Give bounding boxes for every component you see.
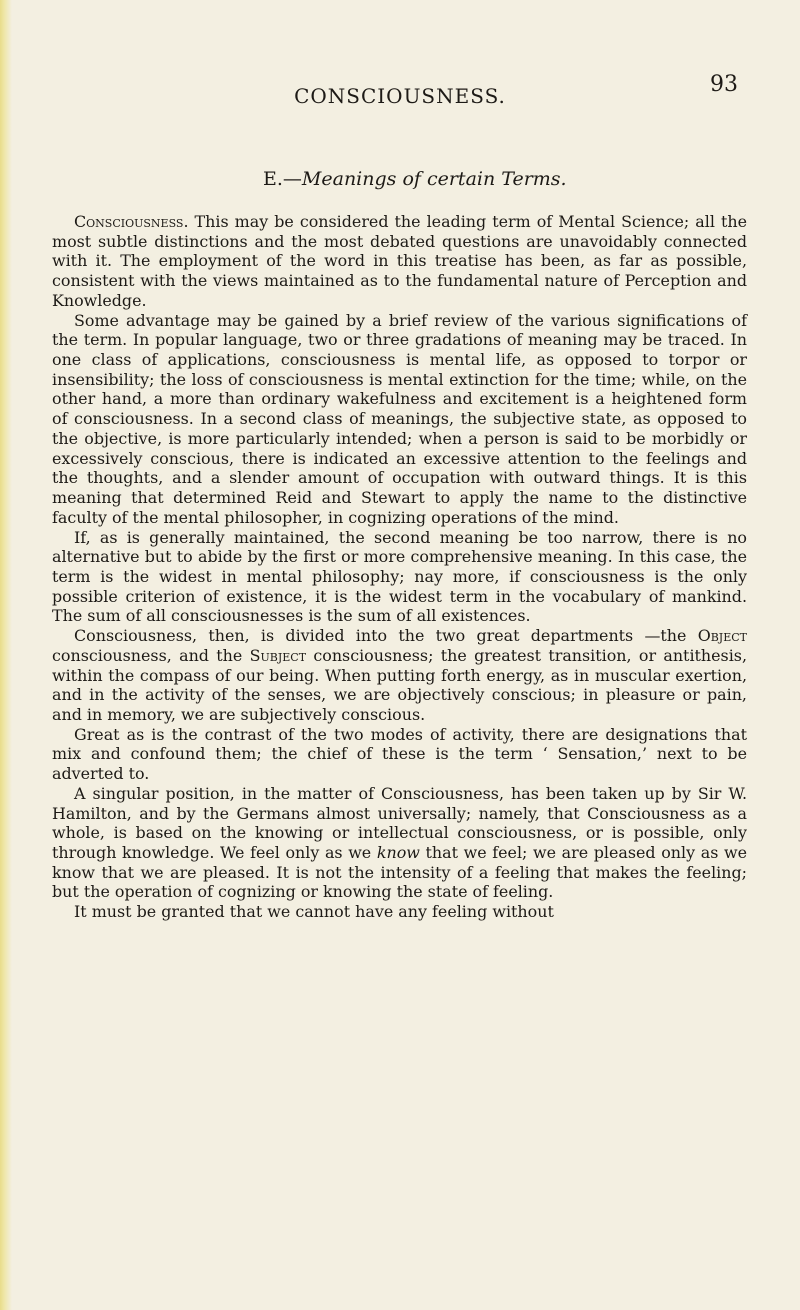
paragraph-text: Consciousness, then, is divided into the two great departments —the — [74, 626, 698, 646]
paragraph-text: consciousness, and the — [52, 645, 250, 665]
paragraph-text: A singular position, in the matter of Consciousness, has been taken up by Sir W. Hamilton, and by the Germans almost universally; namely, that Consciousness as a whole, is based on the knowing or intellectual consciousness, or is possible, only through knowledge. We feel only as we — [52, 783, 747, 862]
emphasis-know: know — [376, 843, 420, 862]
paragraph-text: that we feel; we are pleased only as we know that we are pleased. It is not the intensity of a feeling that makes the feeling; but the operation of cognizing or knowing the state of feeling. — [52, 843, 747, 902]
defined-term: Consciousness. — [74, 212, 189, 231]
paragraph-significations: Some advantage may be gained by a brief review of the various significations of the term. In popular language, two or three gradations of meaning may be traced. In one class of applications, consciousness is mental life, as opposed to torpor or insensibility; the loss of consciousness is mental extinction for the time; while, on the other hand, a more than ordinary wakefulness and excitement is a heightened form of consciousness. In a second class of meanings, the subjective state, as opposed to the objective, is more particularly intended; when a person is said to be morbidly or excessively conscious, there is indicated an excessive attention to the feelings and the thoughts, and a slender amount of occupation with outward things. It is this meaning that determined Reid and Stewart to apply the name to the distinctive faculty of the mental philosopher, in cognizing operations of the mind. — [52, 310, 747, 527]
paragraph-object-subject — [52, 626, 747, 725]
section-letter: E.— — [263, 168, 302, 190]
paragraph-sensation: Great as is the contrast of the two modes of activity, there are designations that mix and confound them; the chief of these is the term ‘ Sensation,’ next to be adverted to. — [52, 724, 747, 784]
paragraph-text: consciousness; the greatest transition, or antithesis, within the compass of our being. When putting forth energy, as in muscular exertion, and in the activity of the senses, we are objectively conscious; in pleasure or pain, and in memory, we are subjectively conscious. — [52, 645, 747, 724]
object-term: Object — [697, 626, 747, 646]
body-text — [52, 212, 747, 922]
section-heading — [263, 168, 567, 190]
paragraph-consciousness-definition — [52, 212, 747, 311]
running-title: CONSCIOUSNESS. — [294, 84, 506, 108]
paragraph-final: It must be granted that we cannot have any feeling without — [74, 902, 554, 922]
paragraph-text: This may be considered the leading term of Mental Science; all the most subtle distinctions and the most debated questions are unavoidably connected with it. The employment of the word in this treatise has been, as far as possible, consistent with the views maintained as to the fundamental nature of Perception and Knowledge. — [52, 212, 747, 310]
page-number: 93 — [710, 72, 738, 97]
paragraph-hamilton — [52, 784, 747, 902]
subject-term: Subject — [249, 645, 307, 665]
paragraph-comprehensive-meaning: If, as is generally maintained, the second meaning be too narrow, there is no alternative but to abide by the first or more comprehensive meaning. In this case, the term is the widest in mental philosophy; nay more, if consciousness is the only possible criterion of existence, it is the widest term in the vocabulary of mankind. The sum of all consciousnesses is the sum of all existences. — [52, 527, 747, 626]
section-title: Meanings of certain Terms. — [301, 168, 567, 190]
